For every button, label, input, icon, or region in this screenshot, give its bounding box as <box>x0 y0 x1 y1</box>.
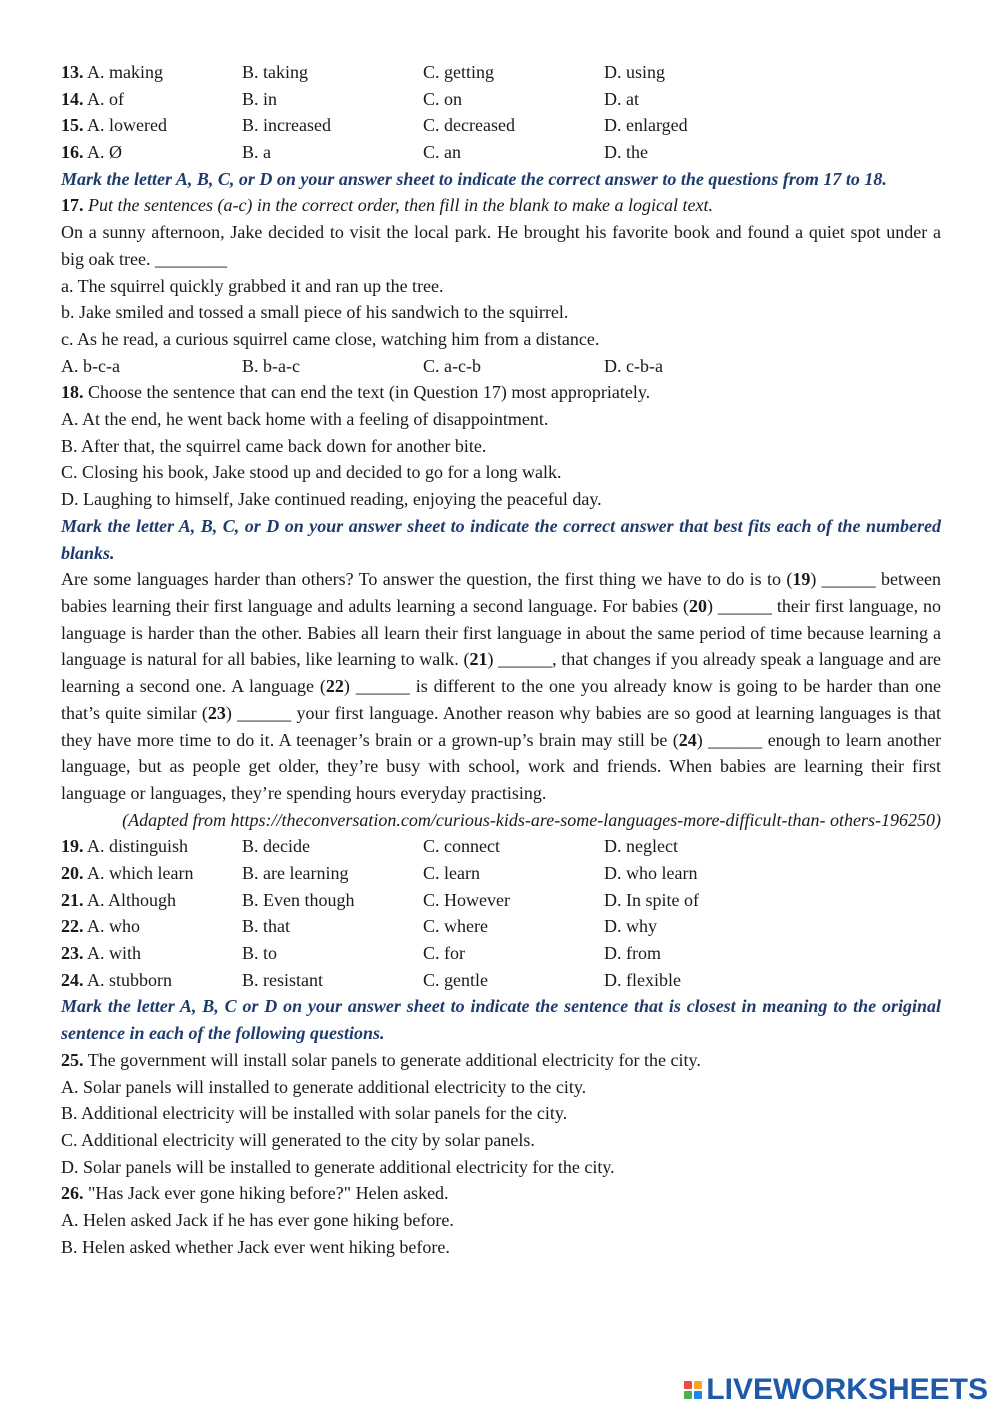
liveworksheets-logo-icon <box>684 1381 702 1399</box>
option-d[interactable]: D. In spite of <box>604 889 699 910</box>
option-b[interactable]: B. in <box>242 88 278 109</box>
option-b[interactable]: B. b-a-c <box>242 355 300 376</box>
question-number: 20. <box>61 863 84 883</box>
question-25 <box>61 1047 941 1181</box>
option-d[interactable]: D. c-b-a <box>604 355 663 376</box>
option-row-17 <box>61 353 941 380</box>
option-b[interactable]: B. After that, the squirrel came back down for another bite. <box>61 435 487 456</box>
blank-number-19: 19 <box>792 569 811 590</box>
question-26 <box>61 1180 941 1260</box>
blank-number-23: 23 <box>207 702 226 723</box>
blank-number-22: 22 <box>325 676 344 697</box>
option-d[interactable]: D. who learn <box>604 863 698 883</box>
option-d[interactable]: D. from <box>604 943 661 964</box>
options-13-16 <box>61 59 941 166</box>
option-d[interactable]: D. using <box>604 62 666 82</box>
option-row-19 <box>61 833 941 860</box>
option-a[interactable]: A. Although <box>87 889 177 910</box>
option-b[interactable]: B. Additional electricity will be installed with solar panels for the city. <box>61 1103 568 1124</box>
question-prompt: "Has Jack ever gone hiking before?" Helen asked. <box>88 1183 449 1204</box>
option-row-24 <box>61 967 941 994</box>
question-prompt: Put the sentences (a-c) in the correct order, then fill in the blank to make a logical text. <box>88 195 713 216</box>
sentence-b: b. Jake smiled and tossed a small piece of his sandwich to the squirrel. <box>61 302 569 323</box>
question-17 <box>61 192 941 379</box>
option-c[interactable]: C. where <box>423 916 488 937</box>
option-a[interactable]: A. lowered <box>87 115 167 136</box>
question-number: 22. <box>61 916 84 937</box>
option-d[interactable]: D. why <box>604 916 657 937</box>
option-b[interactable]: B. Even though <box>242 889 355 910</box>
instruction-17-18: Mark the letter A, B, C, or D on your answer sheet to indicate the correct answer to the questions from 17 to 18. <box>61 168 887 189</box>
option-a[interactable]: A. b-c-a <box>61 355 120 376</box>
option-a[interactable]: A. stubborn <box>87 969 173 990</box>
option-c[interactable]: C. on <box>423 88 463 109</box>
logo-square <box>694 1381 702 1389</box>
option-b[interactable]: B. are learning <box>242 863 349 883</box>
option-b[interactable]: B. increased <box>242 115 331 136</box>
option-b[interactable]: B. Helen asked whether Jack ever went hiking before. <box>61 1236 450 1257</box>
question-number: 19. <box>61 836 84 857</box>
option-c[interactable]: C. getting <box>423 62 494 82</box>
question-number: 18. <box>61 382 84 403</box>
option-a[interactable]: A. with <box>87 943 142 964</box>
blank-number-20: 20 <box>689 595 708 616</box>
option-c[interactable]: C. Additional electricity will generated to the city by solar panels. <box>61 1129 535 1150</box>
question-number: 15. <box>61 115 84 136</box>
instruction-cloze: Mark the letter A, B, C, or D on your answer sheet to indicate the correct answer that best fits each of the numbered blanks. <box>61 515 941 563</box>
option-row-23 <box>61 940 941 967</box>
option-row-21 <box>61 887 941 914</box>
option-b[interactable]: B. to <box>242 943 278 964</box>
passage-source: (Adapted from https://theconversation.com/curious-kids-are-some-languages-more-difficult-than- others-196250) <box>122 809 941 830</box>
option-d[interactable]: D. Laughing to himself, Jake continued reading, enjoying the peaceful day. <box>61 489 602 510</box>
option-d[interactable]: D. the <box>604 142 648 163</box>
option-row-20 <box>61 860 941 887</box>
question-number: 17. <box>61 195 84 216</box>
option-a[interactable]: A. making <box>87 62 164 82</box>
sentence-a: a. The squirrel quickly grabbed it and ran up the tree. <box>61 275 444 296</box>
liveworksheets-logo <box>684 1373 988 1407</box>
logo-square <box>694 1391 702 1399</box>
question-text: On a sunny afternoon, Jake decided to visit the local park. He brought his favorite book and found a quiet spot under a big oak tree. ________ <box>61 222 941 269</box>
option-b[interactable]: B. that <box>242 916 290 937</box>
blank-number-21: 21 <box>469 649 488 670</box>
question-prompt: The government will install solar panels to generate additional electricity for the city. <box>87 1049 701 1070</box>
option-c[interactable]: C. decreased <box>423 115 515 136</box>
option-a[interactable]: A. Helen asked Jack if he has ever gone hiking before. <box>61 1210 454 1231</box>
option-row-16 <box>61 139 941 166</box>
option-b[interactable]: B. resistant <box>242 969 323 990</box>
option-d[interactable]: D. Solar panels will be installed to generate additional electricity for the city. <box>61 1156 615 1177</box>
question-number: 25. <box>61 1049 84 1070</box>
option-row-22 <box>61 913 941 940</box>
option-b[interactable]: B. decide <box>242 836 310 857</box>
option-a[interactable]: A. distinguish <box>87 836 189 857</box>
option-d[interactable]: D. neglect <box>604 836 678 857</box>
question-number: 21. <box>61 889 84 910</box>
question-number: 24. <box>61 969 84 990</box>
option-c[interactable]: C. learn <box>423 863 480 883</box>
question-18 <box>61 379 941 513</box>
worksheet-page <box>61 59 941 1260</box>
option-b[interactable]: B. taking <box>242 62 308 82</box>
option-c[interactable]: C. However <box>423 889 510 910</box>
question-number: 16. <box>61 142 84 163</box>
instruction-25-26: Mark the letter A, B, C or D on your answer sheet to indicate the sentence that is closest in meaning to the original sentence in each of the following questions. <box>61 996 941 1044</box>
option-c[interactable]: C. a-c-b <box>423 355 481 376</box>
question-number: 14. <box>61 88 84 109</box>
option-d[interactable]: D. flexible <box>604 969 681 990</box>
option-b[interactable]: B. a <box>242 142 271 163</box>
logo-square <box>684 1381 692 1389</box>
option-a[interactable]: A. which learn <box>87 863 194 883</box>
option-row-13 <box>61 59 941 86</box>
sentence-c: c. As he read, a curious squirrel came close, watching him from a distance. <box>61 328 600 349</box>
option-c[interactable]: C. an <box>423 142 461 163</box>
logo-text: LIVEWORKSHEETS <box>706 1373 988 1406</box>
option-c[interactable]: C. gentle <box>423 969 488 990</box>
question-number: 26. <box>61 1183 84 1204</box>
options-19-24 <box>61 833 941 993</box>
option-a[interactable]: A. At the end, he went back home with a feeling of disappointment. <box>61 409 549 430</box>
option-row-14 <box>61 86 941 113</box>
option-c[interactable]: C. connect <box>423 836 500 857</box>
option-a[interactable]: A. who <box>87 916 141 937</box>
cloze-passage: Are some languages harder than others? To answer the question, the first thing we have to do is to (19) ______ between babies learning their first language and adults learning a second language. For babies (20) ______ their first language, no language is harder than the other. Babies all learn their first language in about the same period of time because learning a language is natural for all babies, like learning to walk. (21) ______, that changes if you already speak a language and are learning a second one. A language (22) ______ is different to the one you already know is going to be harder than one that’s quite similar (23) ______ your first language. Another reason why babies are so good at learning languages is that they have more time to do it. A teenager’s brain or a grown-up’s brain may still be (24) ______ enough to learn another language, but as people get older, they’re busy with school, work and friends. When babies are learning their first language or languages, they’re spending hours everyday practising. <box>61 569 942 803</box>
option-a[interactable]: A. Solar panels will installed to generate additional electricity to the city. <box>61 1076 587 1097</box>
question-number: 13. <box>61 62 84 82</box>
option-d[interactable]: D. enlarged <box>604 115 688 136</box>
option-a[interactable]: A. Ø <box>87 142 123 163</box>
option-c[interactable]: C. Closing his book, Jake stood up and decided to go for a long walk. <box>61 462 562 483</box>
blank-number-24: 24 <box>678 729 697 750</box>
option-d[interactable]: D. at <box>604 88 639 109</box>
logo-square <box>684 1391 692 1399</box>
question-prompt: Choose the sentence that can end the text (in Question 17) most appropriately. <box>88 382 651 403</box>
question-number: 23. <box>61 943 84 964</box>
option-c[interactable]: C. for <box>423 943 465 964</box>
option-a[interactable]: A. of <box>87 88 125 109</box>
option-row-15 <box>61 112 941 139</box>
